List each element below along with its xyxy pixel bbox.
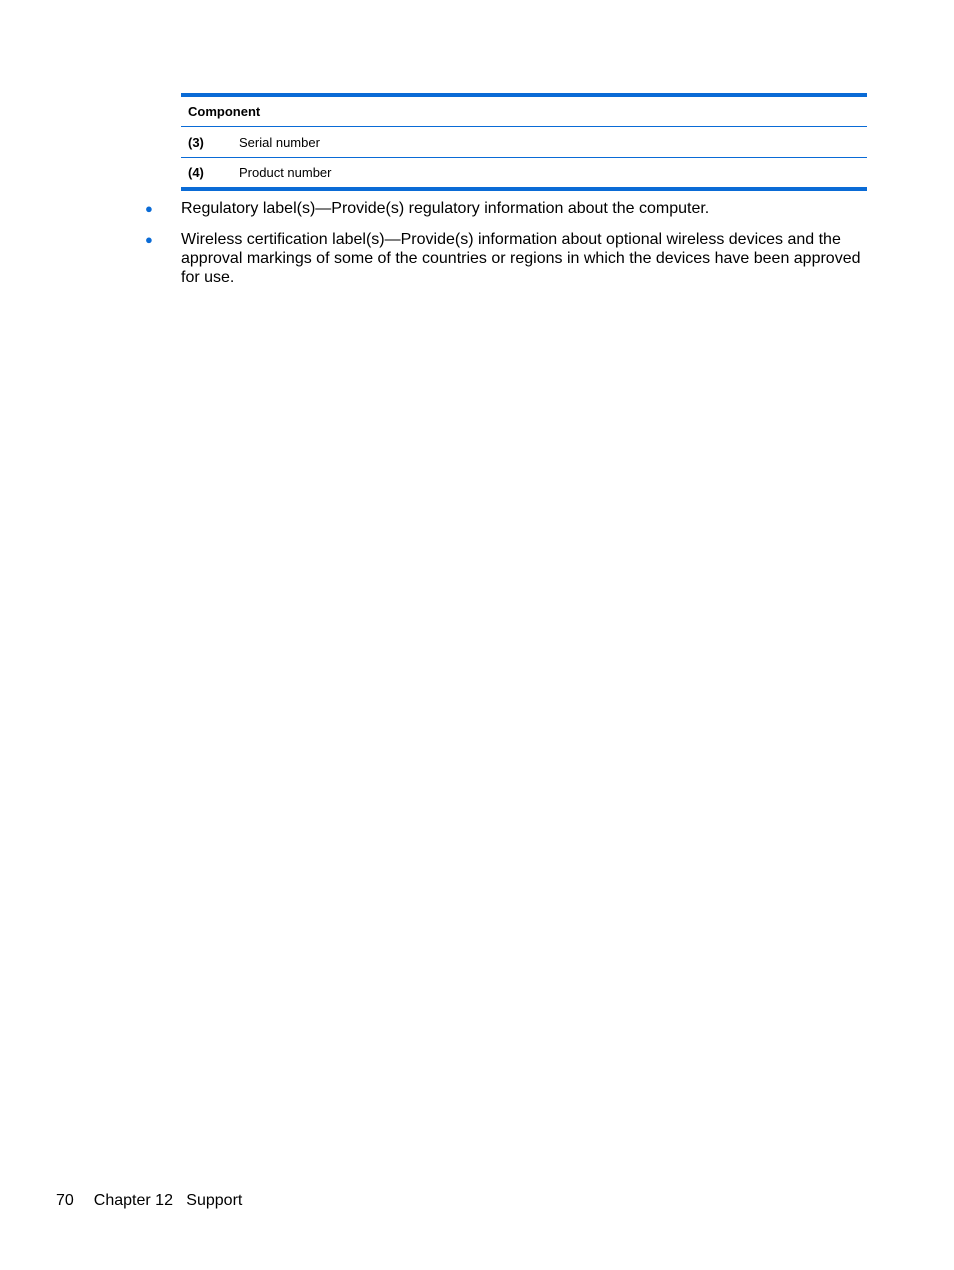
bullet-list [145,199,875,299]
bullet-icon: ● [145,232,153,247]
list-item [145,230,875,287]
list-item-text: Wireless certification label(s)—Provide(s) information about optional wireless devices and the approval markings of some of the countries or regions in which the devices have been approved for use. [181,231,861,286]
list-item-text: Regulatory label(s)—Provide(s) regulatory information about the computer. [181,200,710,217]
chapter-title: Chapter 12 Support [93,1192,243,1209]
component-table [181,93,867,191]
page-number: 70 [56,1192,74,1209]
table-row-id: (3) [188,134,204,150]
table-row [181,157,867,187]
table-row [181,127,867,157]
bullet-icon: ● [145,201,153,216]
table-row-label: Product number [239,165,332,180]
table-row-id: (4) [188,165,204,180]
table-header: Component [181,97,867,127]
table-row-label: Serial number [239,134,320,150]
list-item [145,199,875,218]
page-footer [56,1191,242,1211]
